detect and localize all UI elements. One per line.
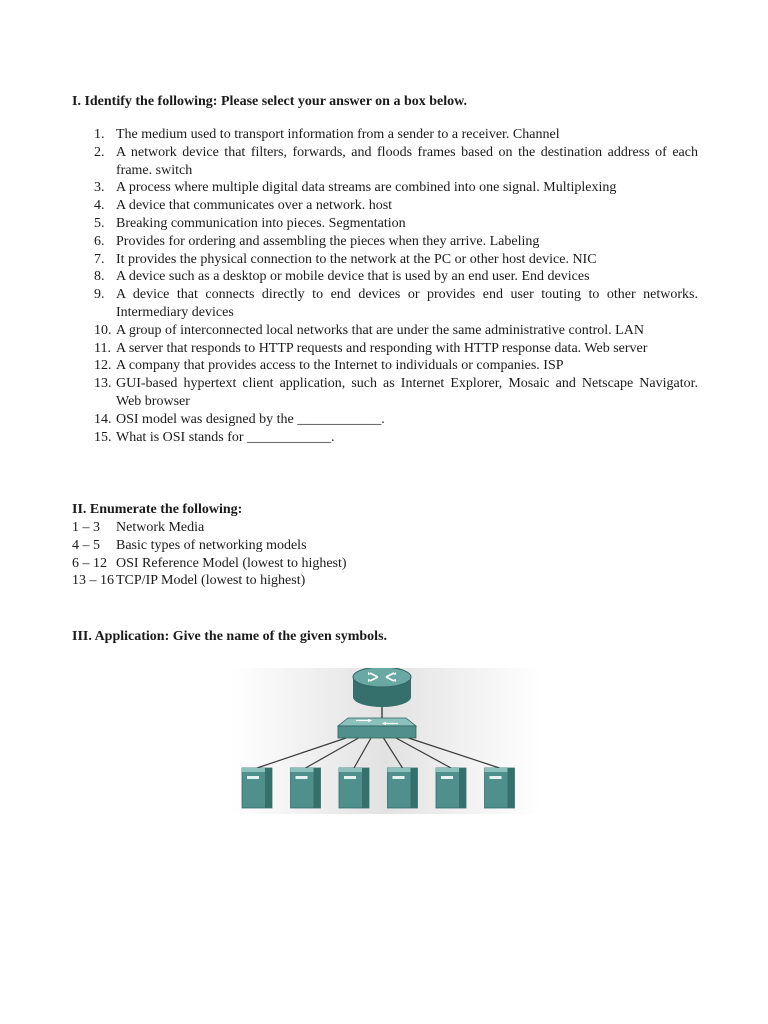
- question-item: [72, 286, 698, 322]
- enumerate-item: [72, 572, 347, 590]
- server-icon: [388, 768, 418, 808]
- question-number: 15.: [94, 429, 112, 445]
- question-item: [72, 144, 698, 180]
- enumerate-text: Basic types of networking models: [116, 537, 307, 553]
- question-item: [72, 126, 698, 144]
- question-item: [72, 268, 698, 286]
- question-item: [72, 340, 698, 358]
- router-icon: [353, 668, 411, 707]
- question-text: A device such as a desktop or mobile device that is used by an end user. End devices: [116, 269, 590, 285]
- enumerate-range: 4 – 5: [72, 537, 100, 553]
- enumerate-list: [72, 519, 347, 590]
- question-text: What is OSI stands for ____________.: [116, 429, 335, 445]
- server-icon: [436, 768, 466, 808]
- enumerate-text: Network Media: [116, 520, 205, 535]
- question-item: [72, 179, 698, 197]
- enumerate-range: 13 – 16: [72, 573, 114, 589]
- question-item: [72, 357, 698, 375]
- question-number: 3.: [94, 180, 105, 196]
- question-number: 4.: [94, 198, 105, 214]
- section-2-heading: II. Enumerate the following:: [72, 502, 243, 517]
- question-item: [72, 411, 698, 429]
- question-text: GUI-based hypertext client application, such as Internet Explorer, Mosaic and Netscape Navigator. Web browser: [116, 376, 698, 409]
- question-item: [72, 233, 698, 251]
- enumerate-text: OSI Reference Model (lowest to highest): [116, 555, 347, 571]
- question-text: Provides for ordering and assembling the pieces when they arrive. Labeling: [116, 233, 540, 249]
- question-number: 2.: [94, 144, 105, 160]
- question-text: A group of interconnected local networks that are under the same administrative control. LAN: [116, 322, 644, 338]
- question-number: 13.: [94, 376, 112, 392]
- question-number: 14.: [94, 411, 112, 427]
- question-text: A device that connects directly to end devices or provides end user touting to other networks. Intermediary devices: [116, 287, 698, 320]
- question-item: [72, 251, 698, 269]
- identify-question-list: [72, 126, 698, 446]
- question-text: A process where multiple digital data streams are combined into one signal. Multiplexing: [116, 180, 617, 196]
- network-symbols-diagram: [230, 668, 540, 814]
- question-number: 10.: [94, 322, 112, 338]
- question-number: 7.: [94, 251, 105, 267]
- question-number: 5.: [94, 215, 105, 231]
- question-item: [72, 197, 698, 215]
- question-number: 1.: [94, 127, 105, 142]
- enumerate-item: [72, 519, 347, 537]
- question-number: 8.: [94, 269, 105, 285]
- enumerate-range: 6 – 12: [72, 555, 107, 571]
- question-text: A company that provides access to the Internet to individuals or companies. ISP: [116, 358, 564, 374]
- question-number: 11.: [94, 340, 111, 356]
- enumerate-range: 1 – 3: [72, 520, 100, 535]
- question-text: A network device that filters, forwards, and floods frames based on the destination address of each frame. switch: [116, 144, 698, 178]
- enumerate-text: TCP/IP Model (lowest to highest): [116, 573, 306, 589]
- server-icon: [242, 768, 272, 808]
- question-item: [72, 375, 698, 411]
- server-icon: [485, 768, 515, 808]
- server-icon: [339, 768, 369, 808]
- question-number: 9.: [94, 287, 105, 303]
- enumerate-item: [72, 537, 347, 555]
- question-number: 6.: [94, 233, 105, 249]
- question-number: 12.: [94, 358, 112, 374]
- section-1-heading: I. Identify the following: Please select your answer on a box below.: [72, 94, 467, 109]
- question-text: Breaking communication into pieces. Segmentation: [116, 215, 406, 231]
- section-3-heading: III. Application: Give the name of the given symbols.: [72, 629, 388, 644]
- question-item: [72, 429, 698, 447]
- enumerate-item: [72, 555, 347, 573]
- question-text: A server that responds to HTTP requests and responding with HTTP response data. Web server: [116, 340, 648, 356]
- question-text: A device that communicates over a network. host: [116, 198, 393, 214]
- question-item: [72, 322, 698, 340]
- server-icon: [291, 768, 321, 808]
- switch-icon: [338, 718, 416, 738]
- question-text: It provides the physical connection to the network at the PC or other host device. NIC: [116, 251, 597, 267]
- question-text: OSI model was designed by the ____________.: [116, 411, 385, 427]
- question-text: The medium used to transport information from a sender to a receiver. Channel: [116, 127, 560, 142]
- question-item: [72, 215, 698, 233]
